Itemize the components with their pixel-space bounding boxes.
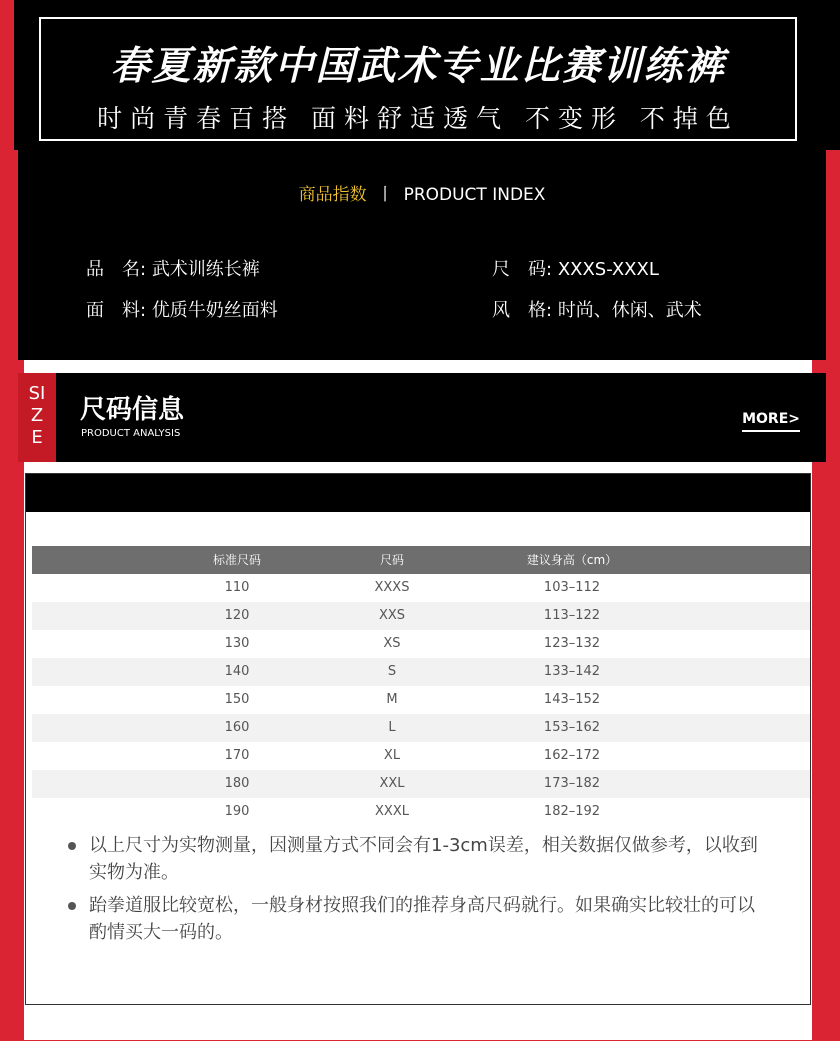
banner-title: 春夏新款中国武术专业比赛训练裤	[110, 44, 726, 89]
table-cell: XXXL	[375, 804, 409, 819]
table-cell: 143–152	[543, 692, 601, 707]
product-index-heading-en: PRODUCT INDEX	[403, 185, 546, 205]
table-cell: 123–132	[543, 636, 601, 651]
bullet-icon	[68, 842, 76, 850]
index-value: 优质牛奶丝面料	[151, 300, 278, 321]
note-item	[68, 892, 768, 946]
table-cell: S	[387, 664, 397, 679]
table-cell: 150	[224, 692, 250, 707]
table-cell: XXL	[379, 776, 405, 791]
table-cell: 173–182	[543, 776, 601, 791]
table-header-row	[32, 546, 810, 574]
size-info-title: 尺码信息	[80, 395, 185, 425]
table-header-cell: 尺码	[379, 553, 404, 567]
banner-frame	[39, 17, 797, 141]
index-value: 武术训练长裤	[151, 259, 260, 280]
table-cell: XS	[383, 636, 401, 651]
size-table	[32, 546, 810, 826]
size-chart-panel	[25, 473, 811, 1005]
table-row	[32, 770, 810, 798]
more-link[interactable]: MORE>	[742, 411, 800, 432]
index-row-style	[492, 296, 702, 322]
table-header-cell: 标准尺码	[212, 553, 261, 567]
note-item	[68, 832, 768, 886]
table-cell: XL	[383, 748, 401, 763]
table-cell: 182–192	[543, 804, 601, 819]
index-row-name	[86, 255, 260, 281]
table-cell: 113–122	[543, 608, 601, 623]
banner-subtitle: 时尚青春百搭 面料舒适透气 不变形 不掉色	[97, 104, 739, 133]
table-cell: 180	[224, 776, 250, 791]
heading-separator: 丨	[376, 185, 394, 205]
table-cell: M	[386, 692, 398, 707]
table-cell: 140	[224, 664, 250, 679]
table-cell: 130	[224, 636, 250, 651]
table-cell: 170	[224, 748, 250, 763]
table-cell: L	[388, 720, 396, 735]
table-row	[32, 602, 810, 630]
index-value: XXXS-XXXL	[557, 259, 659, 280]
table-cell: 162–172	[543, 748, 601, 763]
table-header-cell: 建议身高（cm）	[526, 553, 618, 567]
table-row	[32, 798, 810, 826]
table-row	[32, 742, 810, 770]
table-row	[32, 630, 810, 658]
size-info-subtitle: PRODUCT ANALYSIS	[81, 428, 181, 439]
index-label: 尺 码:	[492, 259, 553, 280]
size-label-block	[18, 373, 56, 462]
table-cell: XXXS	[374, 580, 410, 595]
table-row	[32, 574, 810, 602]
table-cell: 120	[224, 608, 250, 623]
table-row	[32, 658, 810, 686]
table-cell: 153–162	[543, 720, 601, 735]
size-notes	[68, 832, 768, 952]
product-index-heading-zh: 商品指数	[298, 185, 367, 205]
table-row	[32, 686, 810, 714]
top-banner	[14, 0, 840, 150]
note-text: 以上尺寸为实物测量，因测量方式不同会有1-3cm误差，相关数据仅做参考，以收到实物为准。	[89, 835, 758, 883]
size-info-header	[18, 373, 826, 462]
index-label: 面 料:	[86, 300, 147, 321]
product-index-panel	[18, 150, 826, 360]
index-label: 品 名:	[86, 259, 147, 280]
size-vertical-label: SIZE	[28, 383, 46, 448]
table-cell: 160	[224, 720, 250, 735]
index-row-size	[492, 255, 659, 281]
panel-top-bar	[26, 474, 810, 512]
note-text: 跆拳道服比较宽松，一般身材按照我们的推荐身高尺码就行。如果确实比较壮的可以酌情买大一码的。	[89, 895, 755, 943]
table-cell: XXS	[378, 608, 406, 623]
table-cell: 133–142	[543, 664, 601, 679]
index-value: 时尚、休闲、武术	[557, 300, 702, 321]
table-cell: 190	[224, 804, 250, 819]
table-cell: 110	[224, 580, 250, 595]
index-row-fabric	[86, 296, 278, 322]
bullet-icon	[68, 902, 76, 910]
table-cell: 103–112	[543, 580, 601, 595]
table-row	[32, 714, 810, 742]
index-label: 风 格:	[492, 300, 553, 321]
product-index-heading	[18, 180, 826, 205]
